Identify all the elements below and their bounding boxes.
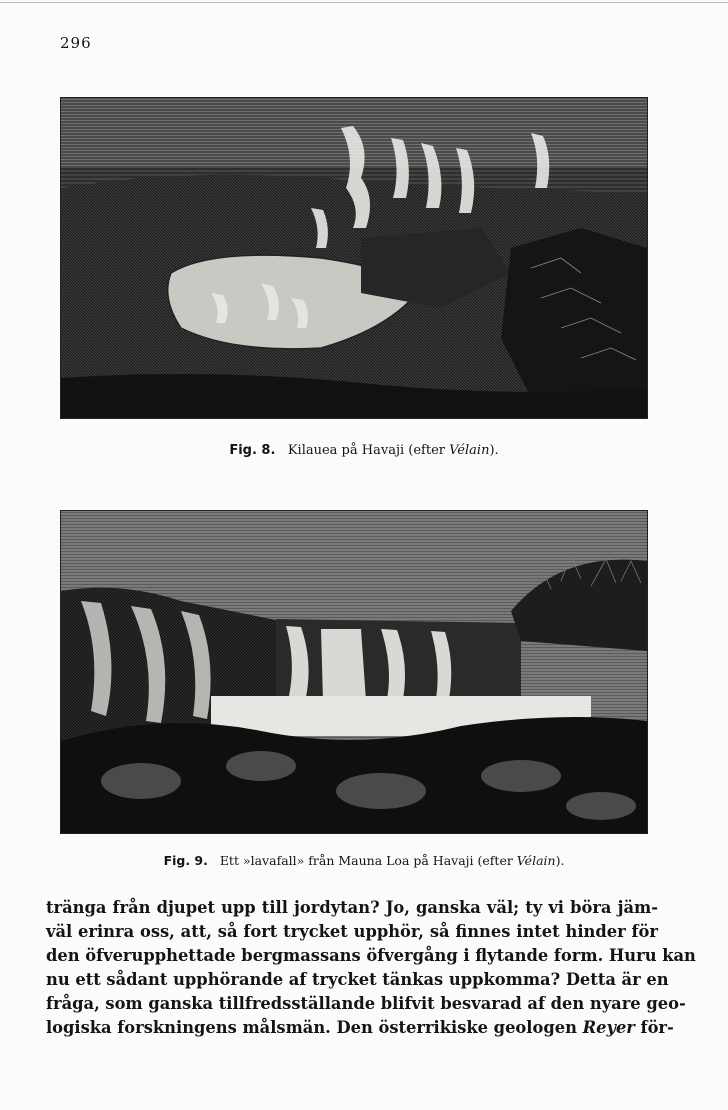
body-line: tränga från djupet upp till jordytan? Jo, ganska väl; ty vi böra jäm- — [46, 898, 658, 917]
figure-lavafall-illustration — [60, 510, 648, 834]
kilauea-engraving — [61, 98, 647, 418]
figure-8-caption-end: ). — [489, 443, 499, 458]
figure-8-caption-text: Kilauea på Havaji (efter — [287, 443, 450, 458]
body-last-line-start: logiska forskningens målsmän. Den österrikiske geologen — [46, 1018, 583, 1037]
body-line: nu ett sådant upphörande af trycket tänkas uppkomma? Detta är en — [46, 970, 669, 989]
body-line: väl erinra oss, att, så fort trycket upphör, så finnes intet hinder för — [46, 922, 658, 941]
body-last-line-end: för- — [634, 1018, 674, 1037]
figure-8-caption — [0, 443, 728, 458]
body-paragraph — [46, 896, 696, 1040]
figure-9-caption-end: ). — [555, 853, 565, 868]
figure-9-caption — [0, 853, 728, 868]
lavafall-engraving — [61, 511, 647, 833]
body-line: den öfverupphettade bergmassans öfvergång i flytande form. Huru kan — [46, 946, 696, 965]
body-line: fråga, som ganska tillfredsställande blifvit besvarad af den nyare geo- — [46, 994, 686, 1013]
figure-8-label: Fig. 8. — [229, 443, 276, 458]
figure-8-caption-author: Vélain — [449, 443, 490, 458]
top-rule — [0, 2, 728, 3]
page-number: 296 — [60, 34, 92, 52]
figure-9-caption-author: Vélain — [516, 853, 556, 868]
figure-kilauea-illustration — [60, 97, 648, 419]
body-line-last — [46, 1016, 674, 1040]
body-last-line-author: Reyer — [582, 1018, 635, 1037]
figure-9-label: Fig. 9. — [163, 853, 208, 868]
figure-9-caption-text: Ett »lavafall» från Mauna Loa på Havaji (efter — [219, 853, 517, 868]
